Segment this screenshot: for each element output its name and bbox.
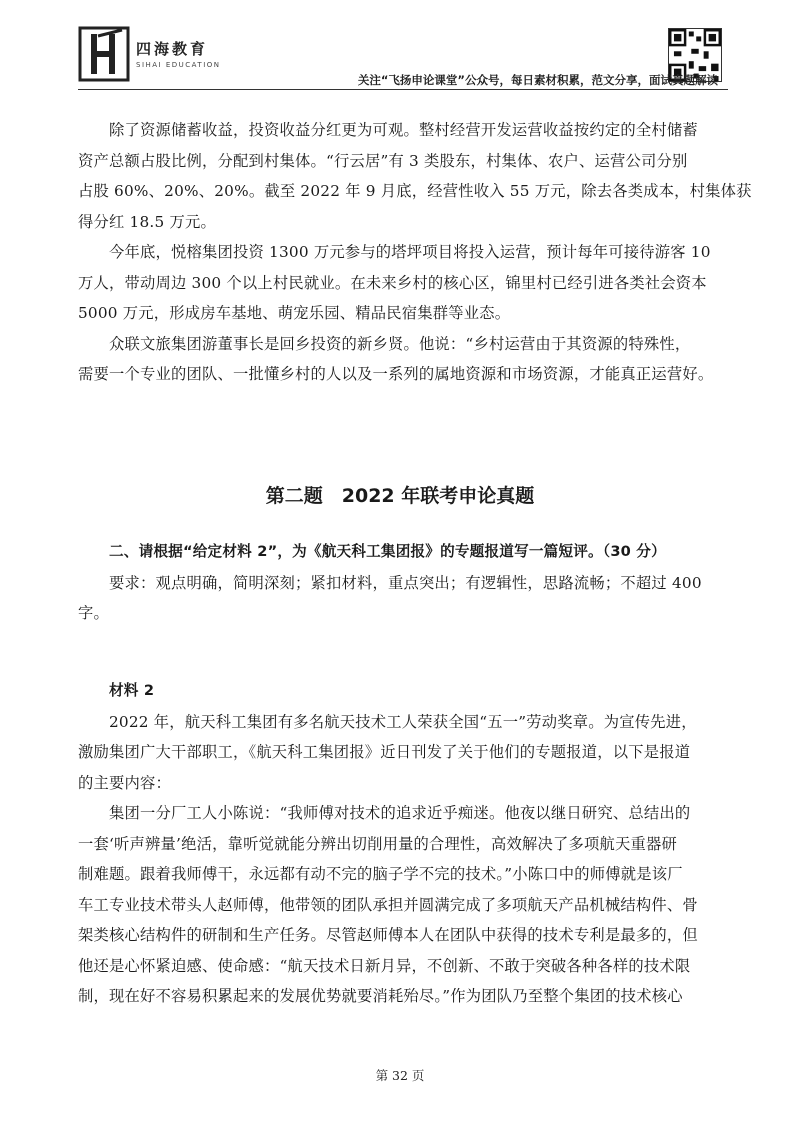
page-header xyxy=(78,20,728,90)
text-line: 制，现在好不容易积累起来的发展优势就要消耗殆尽。”作为团队乃至整个集团的技术核心 xyxy=(78,987,683,1005)
text-line: 今年底，悦榕集团投资 1300 万元参与的塔坪项目将投入运营，预计每年可接待游客 10 xyxy=(109,243,711,261)
text-line: 车工专业技术带头人赵师傅，他带领的团队承担并圆满完成了多项航天产品机械结构件、骨 xyxy=(78,895,698,914)
text-line: 他还是心怀紧迫感、使命感：“航天技术日新月异，不创新、不敢于突破各种各样的技术限 xyxy=(78,956,691,975)
header-tagline: 关注“飞扬申论课堂”公众号，每日素材积累，范文分享，面试真题解读 xyxy=(357,73,718,87)
text-line: 需要一个专业的团队、一批懂乡村的人以及一系列的属地资源和市场资源，才能真正运营好。 xyxy=(78,365,714,383)
text-line: 激励集团广大干部职工，《航天科工集团报》近日刊发了关于他们的专题报道，以下是报道 xyxy=(78,743,691,761)
section-title: 第二题 2022 年联考申论真题 xyxy=(265,485,535,507)
text-line: 得分红 18.5 万元。 xyxy=(78,212,216,231)
text-line: 占股 60%、20%、20%。截至 2022 年 9 月底，经营性收入 55 万元，除去各类成本，村集体获 xyxy=(78,182,752,200)
question-text: 二、请根据“给定材料 2”，为《航天科工集团报》的专题报道写一篇短评。（30 分） xyxy=(109,543,666,560)
logo-icon xyxy=(78,26,130,82)
requirement-line: 字。 xyxy=(78,604,109,622)
requirement-line: 要求：观点明确，简明深刻；紧扣材料，重点突出；有逻辑性，思路流畅；不超过 400 xyxy=(109,573,702,592)
question-block xyxy=(78,537,732,629)
text-line: 制难题。跟着我师傅干，永远都有动不完的脑子学不完的技术。”小陈口中的师傅就是该厂 xyxy=(78,865,683,883)
top-paragraphs xyxy=(78,115,752,390)
logo-subtext: SIHAI EDUCATION xyxy=(136,61,221,69)
text-line: 5000 万元，形成房车基地、萌宠乐园、精品民宿集群等业态。 xyxy=(78,304,511,322)
text-line: 一套‘听声辨量’绝活，靠听觉就能分辨出切削用量的合理性，高效解决了多项航天重器研 xyxy=(78,834,678,853)
text-line: 除了资源储蓄收益，投资收益分红更为可观。整村经营开发运营收益按约定的全村储蓄 xyxy=(109,121,698,139)
text-line: 众联文旅集团游董事长是回乡投资的新乡贤。他说：“乡村运营由于其资源的特殊性， xyxy=(109,334,691,353)
header-divider xyxy=(78,89,728,90)
logo-text: 四海教育 xyxy=(136,40,209,58)
material-title: 材料 2 xyxy=(109,682,155,699)
page-number: 第 32 页 xyxy=(375,1068,425,1083)
text-line: 2022 年，航天科工集团有多名航天技术工人荣获全国“五一”劳动奖章。为宣传先进， xyxy=(109,712,697,731)
text-line: 资产总额占股比例，分配到村集体。“行云居”有 3 类股东，村集体、农户、运营公司分别 xyxy=(78,151,688,170)
text-line: 万人，带动周边 300 个以上村民就业。在未来乡村的核心区，锦里村已经引进各类社会资本 xyxy=(78,273,707,292)
material-block xyxy=(78,676,732,1012)
text-line: 的主要内容： xyxy=(78,773,171,792)
text-line: 架类核心结构件的研制和生产任务。尽管赵师傅本人在团队中获得的技术专利是最多的，但 xyxy=(78,926,698,944)
text-line: 集团一分厂工人小陈说：“我师傅对技术的追求近乎痴迷。他夜以继日研究、总结出的 xyxy=(109,804,691,822)
